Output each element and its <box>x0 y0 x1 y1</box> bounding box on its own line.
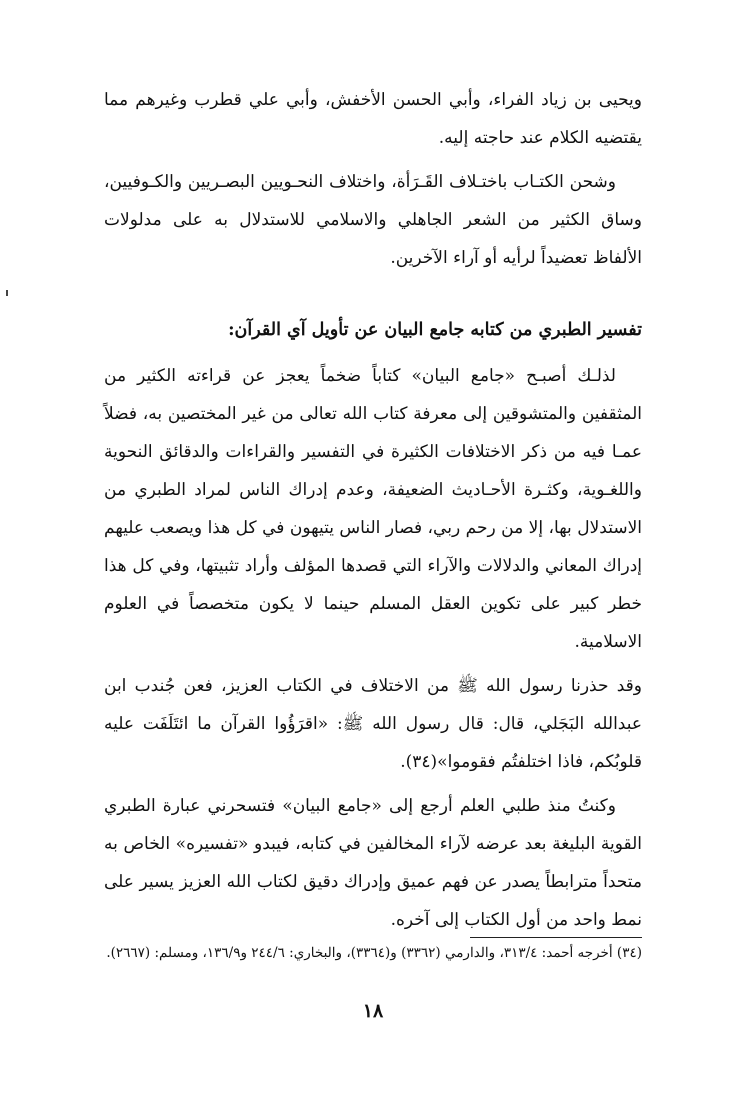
paragraph-1: ويحيى بن زياد الفراء، وأبي الحسن الأخفش، وأبي علي قطرب وغيرهم مما يقتضيه الكلام عند حاجته إليه. <box>104 90 642 148</box>
top-section <box>104 81 642 277</box>
footnote-34: (٣٤) أخرجه أحمد: ٣١٣/٤، والدارمي (٣٣٦٢) و(٣٣٦٤)، والبخاري: ٢٤٤/٦ و١٣٦/٩، ومسلم: (٢٦٦٧). <box>106 945 642 961</box>
paragraph-3: لذلـك أصبـح «جامع البيان» كتاباً ضخماً يعجز عن قراءته الكثير من المثقفين والمتشوقين إلى معرفة كتاب الله تعالى من غير المختصين به، فضلاً عمـا فيه من ذكر الاختلافات الكثيرة في التفسير والقراءات والدقائق النحوية واللغـوية، وكثـرة الأحـاديث الضعيفة، وعدم إدراك الناس لمراد الطبري من الاستدلال بها، إلا من رحم ربي، فصار الناس يتيهون في كل هذا ويصعب عليهم إدراك المعاني والدلالات والآراء التي قصدها المؤلف وأراد تثبيتها، وفي كل هذا خطر كبير على تكوين العقل المسلم حينما لا يكون متخصصاً في العلوم الاسلامية. <box>104 366 642 652</box>
section-heading-block <box>104 311 642 349</box>
section-heading: تفسير الطبري من كتابه جامع البيان عن تأويل آي القرآن: <box>228 320 642 340</box>
margin-mark <box>6 290 8 296</box>
paragraph-5: وكنتُ منذ طلبي العلم أرجع إلى «جامع البيان» فتسحرني عبارة الطبري القوية البليغة بعد عرضه لآراء المخالفين في كتابه، فيبدو «تفسيره» الخاص به متحداً مترابطاً يصدر عن فهم عميق وإدراك دقيق لكتاب الله العزيز يسير على نمط واحد من أول الكتاب إلى آخره. <box>104 796 642 930</box>
page-number: ١٨ <box>362 1000 384 1022</box>
footnote-divider <box>470 937 642 938</box>
main-section <box>104 357 642 939</box>
paragraph-4: وقد حذرنا رسول الله ﷺ من الاختلاف في الكتاب العزيز، فعن جُندب ابن عبدالله البَجَلي، قال: قال رسول الله ﷺ: «اقرَؤُوا القرآن ما ائتَلَفَت عليه قلوبُكم، فاذا اختلفتُم فقوموا»(٣٤). <box>104 676 642 772</box>
paragraph-2: وشحن الكتـاب باختـلاف القَـرَأة، واختلاف النحـويين البصـريين والكـوفيين، وساق الكثير من الشعر الجاهلي والاسلامي للاستدلال به على مدلولات الألفاظ تعضيداً لرأيه أو آراء الآخرين. <box>104 172 642 268</box>
